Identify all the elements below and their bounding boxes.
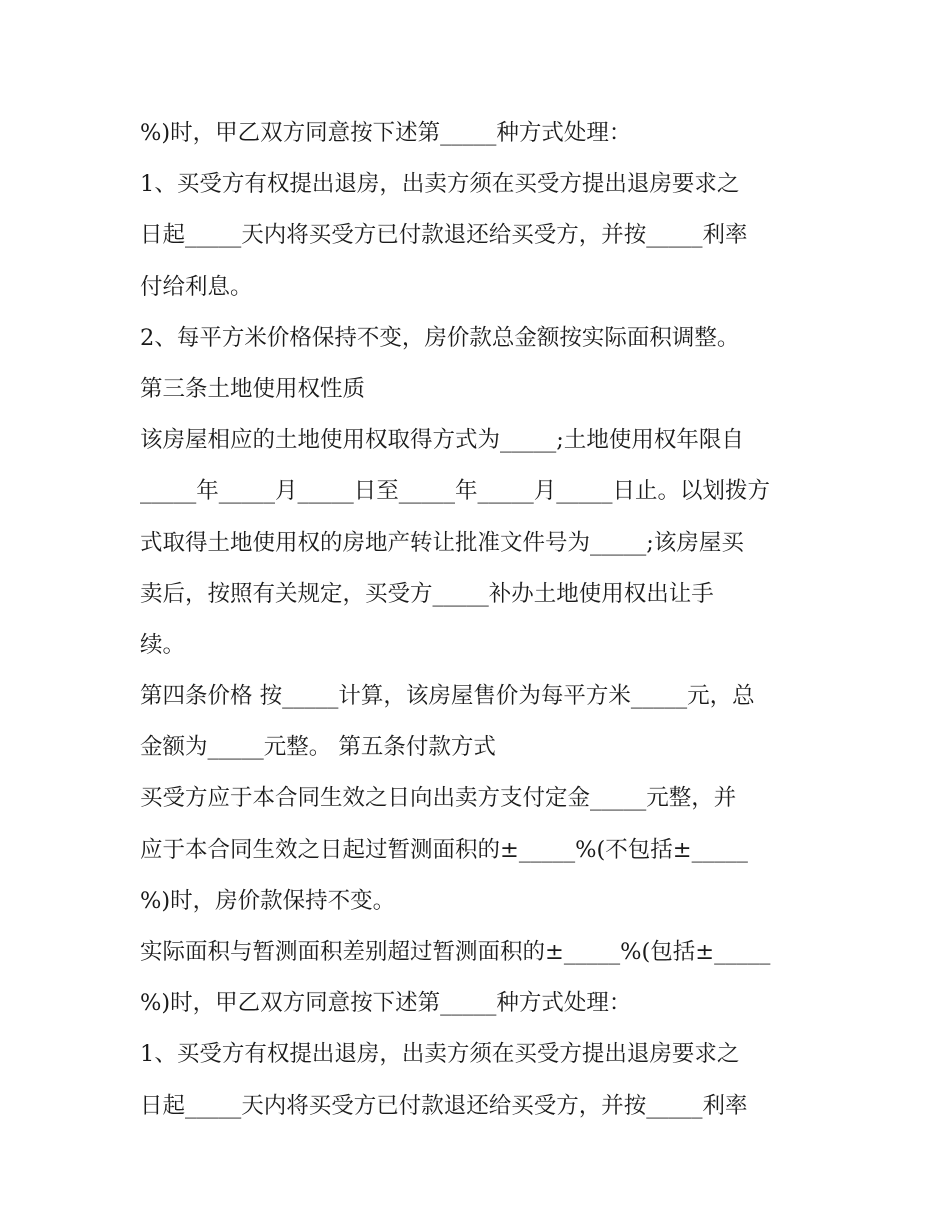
text-line: 续。 [140, 631, 186, 658]
text-line: 日起_____天内将买受方已付款退还给买受方，并按_____利率 [140, 222, 748, 249]
section-heading: 第四条价格 按_____计算，该房屋售价为每平方米_____元，总 [140, 683, 755, 710]
text-line: 1、买受方有权提出退房，出卖方须在买受方提出退房要求之 [140, 1041, 740, 1068]
text-line: 买受方应于本合同生效之日向出卖方支付定金_____元整，并 [140, 785, 737, 812]
text-line: 应于本合同生效之日起过暂测面积的±_____%(不包括±_____ [140, 836, 748, 863]
text-line: 2、每平方米价格保持不变，房价款总金额按实际面积调整。 [140, 324, 740, 351]
text-line: %)时，房价款保持不变。 [140, 887, 396, 914]
section-heading: 第三条土地使用权性质 [140, 375, 366, 402]
text-line: 付给利息。 [140, 273, 253, 300]
document-body [140, 108, 820, 1132]
text-line: 日起_____天内将买受方已付款退还给买受方，并按_____利率 [140, 1092, 748, 1119]
text-line: 实际面积与暂测面积差别超过暂测面积的±_____%(包括±_____ [140, 939, 771, 965]
text-line: %)时，甲乙双方同意按下述第_____种方式处理： [140, 990, 632, 1017]
text-line: 该房屋相应的土地使用权取得方式为_____;土地使用权年限自 [140, 427, 744, 454]
text-line: 1、买受方有权提出退房，出卖方须在买受方提出退房要求之 [140, 171, 740, 198]
text-line: _____年_____月_____日至_____年_____月_____日止。以划拨方 [140, 478, 771, 505]
text-line: 卖后，按照有关规定，买受方_____补办土地使用权出让手 [140, 580, 714, 607]
text-line: 金额为_____元整。 第五条付款方式 [140, 734, 496, 761]
text-line: %)时，甲乙双方同意按下述第_____种方式处理： [140, 120, 632, 146]
text-line: 式取得土地使用权的房地产转让批准文件号为_____;该房屋买 [140, 529, 744, 556]
